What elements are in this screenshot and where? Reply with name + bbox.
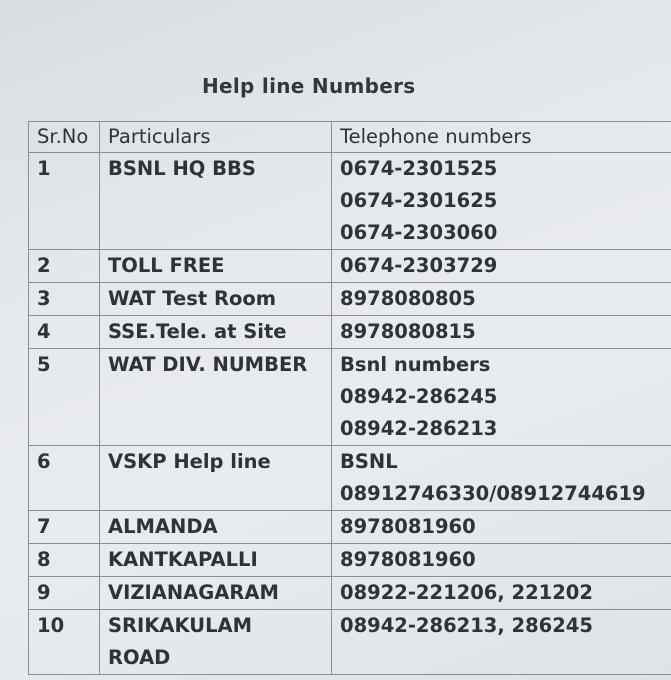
telephone-number: 08912746330/08912744619 [340, 482, 646, 505]
sr-no-cell [29, 511, 100, 544]
table-row [29, 316, 671, 349]
particulars-cell [100, 610, 332, 675]
particulars-text: SRIKAKULAM [108, 614, 253, 637]
sr-no-cell [29, 316, 100, 349]
sr-no-value: 4 [37, 320, 51, 343]
table-row [29, 511, 671, 544]
sr-no-value: 10 [37, 614, 65, 637]
table-row [29, 250, 671, 283]
particulars-text: BSNL HQ BBS [108, 157, 256, 180]
telephone-number: 8978080805 [340, 287, 476, 310]
sr-no-cell [29, 250, 100, 283]
particulars-text: KANTKAPALLI [108, 548, 258, 571]
telephone-cell [332, 511, 671, 544]
particulars-cell [100, 250, 332, 283]
table-row [29, 610, 671, 675]
telephone-cell [332, 446, 671, 511]
table-header-row [29, 122, 671, 153]
telephone-number: 08942-286213 [340, 417, 498, 440]
table-row [29, 283, 671, 316]
telephone-number: BSNL [340, 450, 398, 473]
particulars-text: ROAD [108, 646, 171, 669]
telephone-number: 0674-2301525 [340, 157, 498, 180]
sr-no-cell [29, 577, 100, 610]
column-header-particulars: Particulars [100, 122, 332, 153]
table-row [29, 153, 671, 250]
table-row [29, 349, 671, 446]
telephone-cell [332, 283, 671, 316]
telephone-cell [332, 577, 671, 610]
telephone-number: 8978081960 [340, 548, 476, 571]
particulars-cell [100, 283, 332, 316]
particulars-cell [100, 511, 332, 544]
telephone-cell [332, 610, 671, 675]
table-row [29, 577, 671, 610]
particulars-text: VIZIANAGARAM [108, 581, 279, 604]
helpline-table [28, 121, 671, 675]
telephone-number: 08942-286245 [340, 385, 498, 408]
telephone-cell [332, 349, 671, 446]
particulars-text: VSKP Help line [108, 450, 271, 473]
particulars-text: ALMANDA [108, 515, 218, 538]
sr-no-value: 6 [37, 450, 51, 473]
sr-no-cell [29, 544, 100, 577]
column-header-sr-no: Sr.No [29, 122, 100, 153]
sr-no-value: 3 [37, 287, 51, 310]
particulars-cell [100, 544, 332, 577]
particulars-text: SSE.Tele. at Site [108, 320, 287, 343]
telephone-number: 8978081960 [340, 515, 476, 538]
telephone-number: Bsnl numbers [340, 353, 491, 376]
particulars-cell [100, 446, 332, 511]
telephone-number: 0674-2303060 [340, 221, 498, 244]
sr-no-cell [29, 153, 100, 250]
page-title: Help line Numbers [202, 74, 416, 98]
sr-no-value: 2 [37, 254, 51, 277]
particulars-cell [100, 153, 332, 250]
telephone-number: 0674-2301625 [340, 189, 498, 212]
sr-no-cell [29, 349, 100, 446]
table-body [29, 153, 671, 675]
particulars-text: WAT Test Room [108, 287, 277, 310]
particulars-cell [100, 316, 332, 349]
sr-no-value: 1 [37, 157, 51, 180]
telephone-number: 8978080815 [340, 320, 476, 343]
sr-no-cell [29, 446, 100, 511]
particulars-text: TOLL FREE [108, 254, 225, 277]
particulars-text: WAT DIV. NUMBER [108, 353, 308, 376]
sr-no-value: 9 [37, 581, 51, 604]
column-header-telephone-numbers: Telephone numbers [332, 122, 671, 153]
sr-no-value: 7 [37, 515, 51, 538]
sr-no-value: 5 [37, 353, 51, 376]
table-row [29, 544, 671, 577]
telephone-cell [332, 250, 671, 283]
table-row [29, 446, 671, 511]
telephone-number: 08922-221206, 221202 [340, 581, 593, 604]
telephone-number: 0674-2303729 [340, 254, 498, 277]
telephone-cell [332, 316, 671, 349]
sr-no-cell [29, 283, 100, 316]
telephone-cell [332, 153, 671, 250]
sr-no-value: 8 [37, 548, 51, 571]
telephone-number: 08942-286213, 286245 [340, 614, 593, 637]
sr-no-cell [29, 610, 100, 675]
particulars-cell [100, 577, 332, 610]
particulars-cell [100, 349, 332, 446]
telephone-cell [332, 544, 671, 577]
